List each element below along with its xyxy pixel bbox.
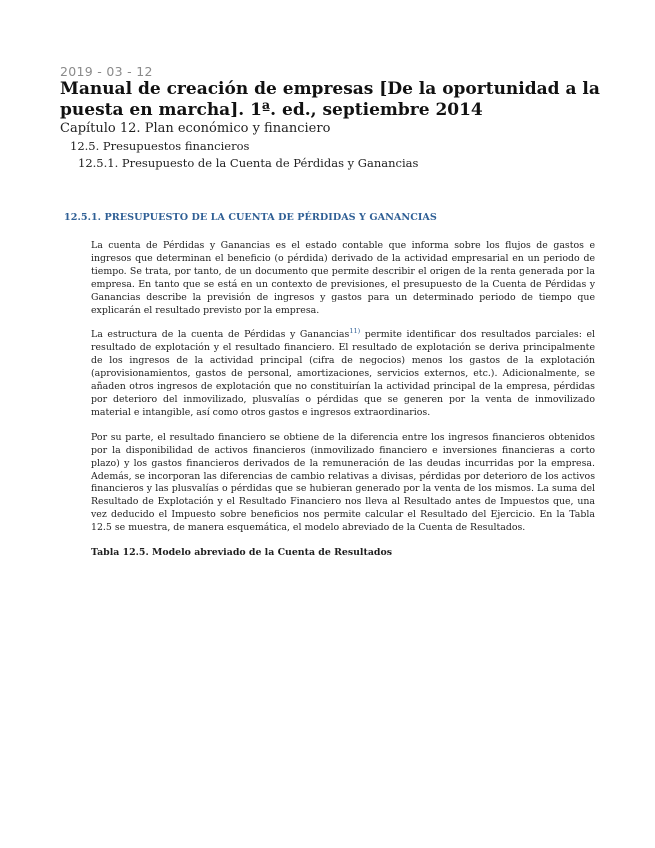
chapter-title: Capítulo 12. Plan económico y financiero bbox=[60, 121, 331, 136]
section-body bbox=[91, 240, 595, 558]
paragraph-1: La cuenta de Pérdidas y Ganancias es el estado contable que informa sobre los flujos de gastos e ingresos que determinan el beneficio (o pérdida) derivado de la actividad empresarial en un periodo de tiempo. Se trata, por tanto, de un documento que permite describir el origen de la renta generada por la empresa. En tanto que se está en un contexto de previsiones, el presupuesto de la Cuenta de Pérdidas y Ganancias describe la previsión de ingresos y gastos para un determinado periodo de tiempo que explicarán el resultado previsto por la empresa. bbox=[91, 240, 595, 316]
table-caption: Tabla 12.5. Modelo abreviado de la Cuenta de Resultados bbox=[91, 547, 392, 559]
section-heading: 12.5.1. PRESUPUESTO DE LA CUENTA DE PÉRDIDAS Y GANANCIAS bbox=[64, 212, 437, 223]
paragraph-2 bbox=[91, 329, 595, 419]
breadcrumb-subsection[interactable]: 12.5.1. Presupuesto de la Cuenta de Pérdidas y Ganancias bbox=[78, 156, 419, 170]
book-title: Manual de creación de empresas [De la oportunidad a la puesta en marcha]. 1ª. ed., septiembre 2014 bbox=[60, 79, 600, 120]
paragraph-2-text-end: permite identificar dos resultados parciales: el resultado de explotación y el resultado financiero. El resultado de explotación se deriva principalmente de los ingresos de la actividad principal (cifra de negocios) menos los gastos de la explotación (aprovisionamientos, gastos de personal, amortizaciones, servicios externos, etc.). Adicionalmente, se añaden otros ingresos de explotación que no constituirían la actividad principal de la empresa, pérdidas por deterioro del inmovilizado, plusvalías o pérdidas que se generen por la venta de inmovilizado material e intangible, así como otros gastos e ingresos extraordinarios. bbox=[91, 329, 595, 418]
paragraph-3: Por su parte, el resultado financiero se obtiene de la diferencia entre los ingresos financieros obtenidos por la disponibilidad de activos financieros (inmovilizado financiero e inversiones financieras a corto plazo) y los gastos financieros derivados de la remuneración de las deudas incurridas por la empresa. Además, se incorporan las diferencias de cambio relativas a divisas, pérdidas por deterioro de los activos financieros y las plusvalías o pérdidas que se hubieran generado por la venta de los mismos. La suma del Resultado de Explotación y el Resultado Financiero nos lleva al Resultado antes de Impuestos que, una vez deducido el Impuesto sobre beneficios nos permite calcular el Resultado del Ejercicio. En la Tabla 12.5 se muestra, de manera esquemática, el modelo abreviado de la Cuenta de Resultados. bbox=[91, 431, 595, 534]
paragraph-2-text-start: La estructura de la cuenta de Pérdidas y Ganancias bbox=[91, 329, 350, 341]
footnote-reference-link[interactable]: 11) bbox=[349, 327, 361, 336]
breadcrumb-section[interactable]: 12.5. Presupuestos financieros bbox=[70, 139, 250, 153]
document-date: 2019 - 03 - 12 bbox=[60, 64, 153, 79]
